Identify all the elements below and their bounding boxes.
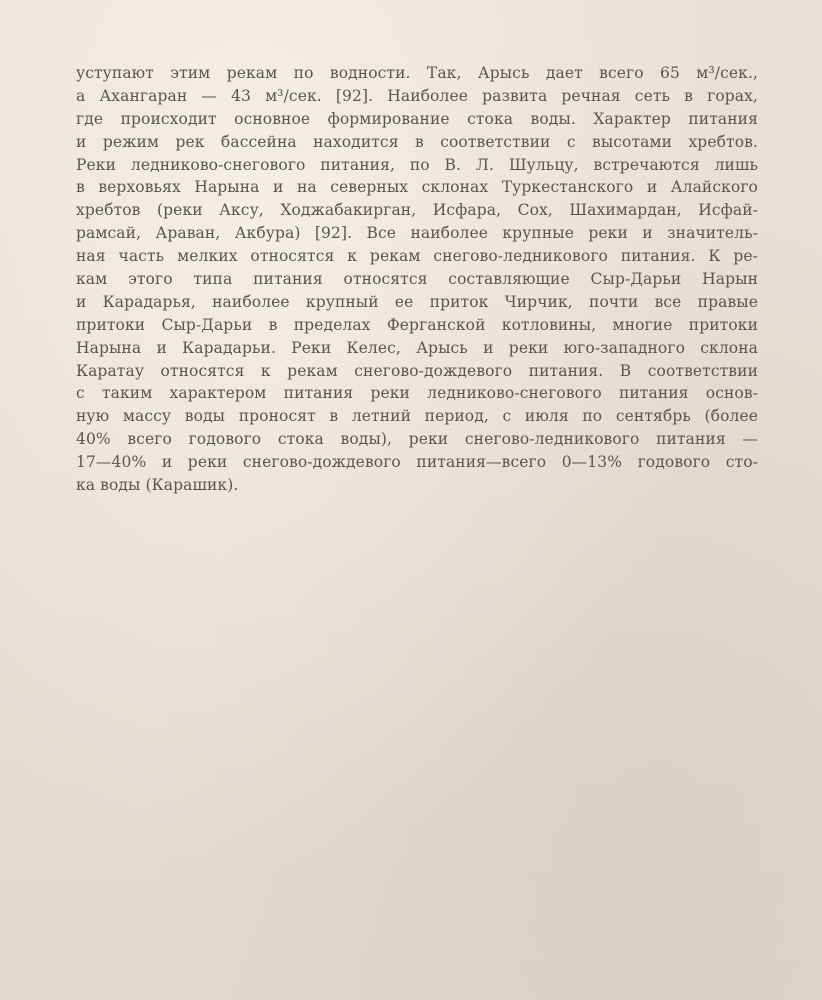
text-line: а Ахангаран — 43 м³/сек. [92]. Наиболее развита речная сеть в горах, [76,86,758,105]
text-line: и Карадарья, наиболее крупный ее приток Чирчик, почти все правые [76,292,758,311]
text-line: с таким характером питания реки ледниково-снегового питания основ- [76,384,758,403]
text-line: Каратау относятся к рекам снегово-дождевого питания. В соответствии [76,361,758,380]
text-line: Нарына и Карадарьи. Реки Келес, Арысь и реки юго-западного склона [76,338,758,357]
text-line: кам этого типа питания относятся составляющие Сыр-Дарьи Нарын [76,270,758,289]
text-line: Реки ледниково-снегового питания, по В. Л. Шульцу, встречаются лишь [76,155,758,174]
text-line: где происходит основное формирование стока воды. Характер питания [76,109,758,128]
text-line: и режим рек бассейна находится в соответствии с высотами хребтов. [76,132,758,151]
text-line: рамсай, Араван, Акбура) [92]. Все наиболее крупные реки и значитель- [76,224,758,243]
text-line: 40% всего годового стока воды), реки снегово-ледникового питания — [76,430,758,449]
text-line: ная часть мелких относятся к рекам снегово-ледникового питания. К ре- [76,247,758,266]
text-line: в верховьях Нарына и на северных склонах Туркестанского и Алайского [76,178,758,197]
text-line: ную массу воды проносят в летний период, с июля по сентябрь (более [76,407,758,426]
text-line: уступают этим рекам по водности. Так, Арысь дает всего 65 м³/сек., [76,64,758,82]
text-line: притоки Сыр-Дарьи в пределах Ферганской котловины, многие притоки [76,315,758,334]
body-text [76,62,758,497]
text-line: 17—40% и реки снегово-дождевого питания—всего 0—13% годового сто- [76,453,758,472]
text-line: хребтов (реки Аксу, Ходжабакирган, Исфара, Сох, Шахимардан, Исфай- [76,201,758,220]
text-line: ка воды (Карашик). [76,476,239,495]
